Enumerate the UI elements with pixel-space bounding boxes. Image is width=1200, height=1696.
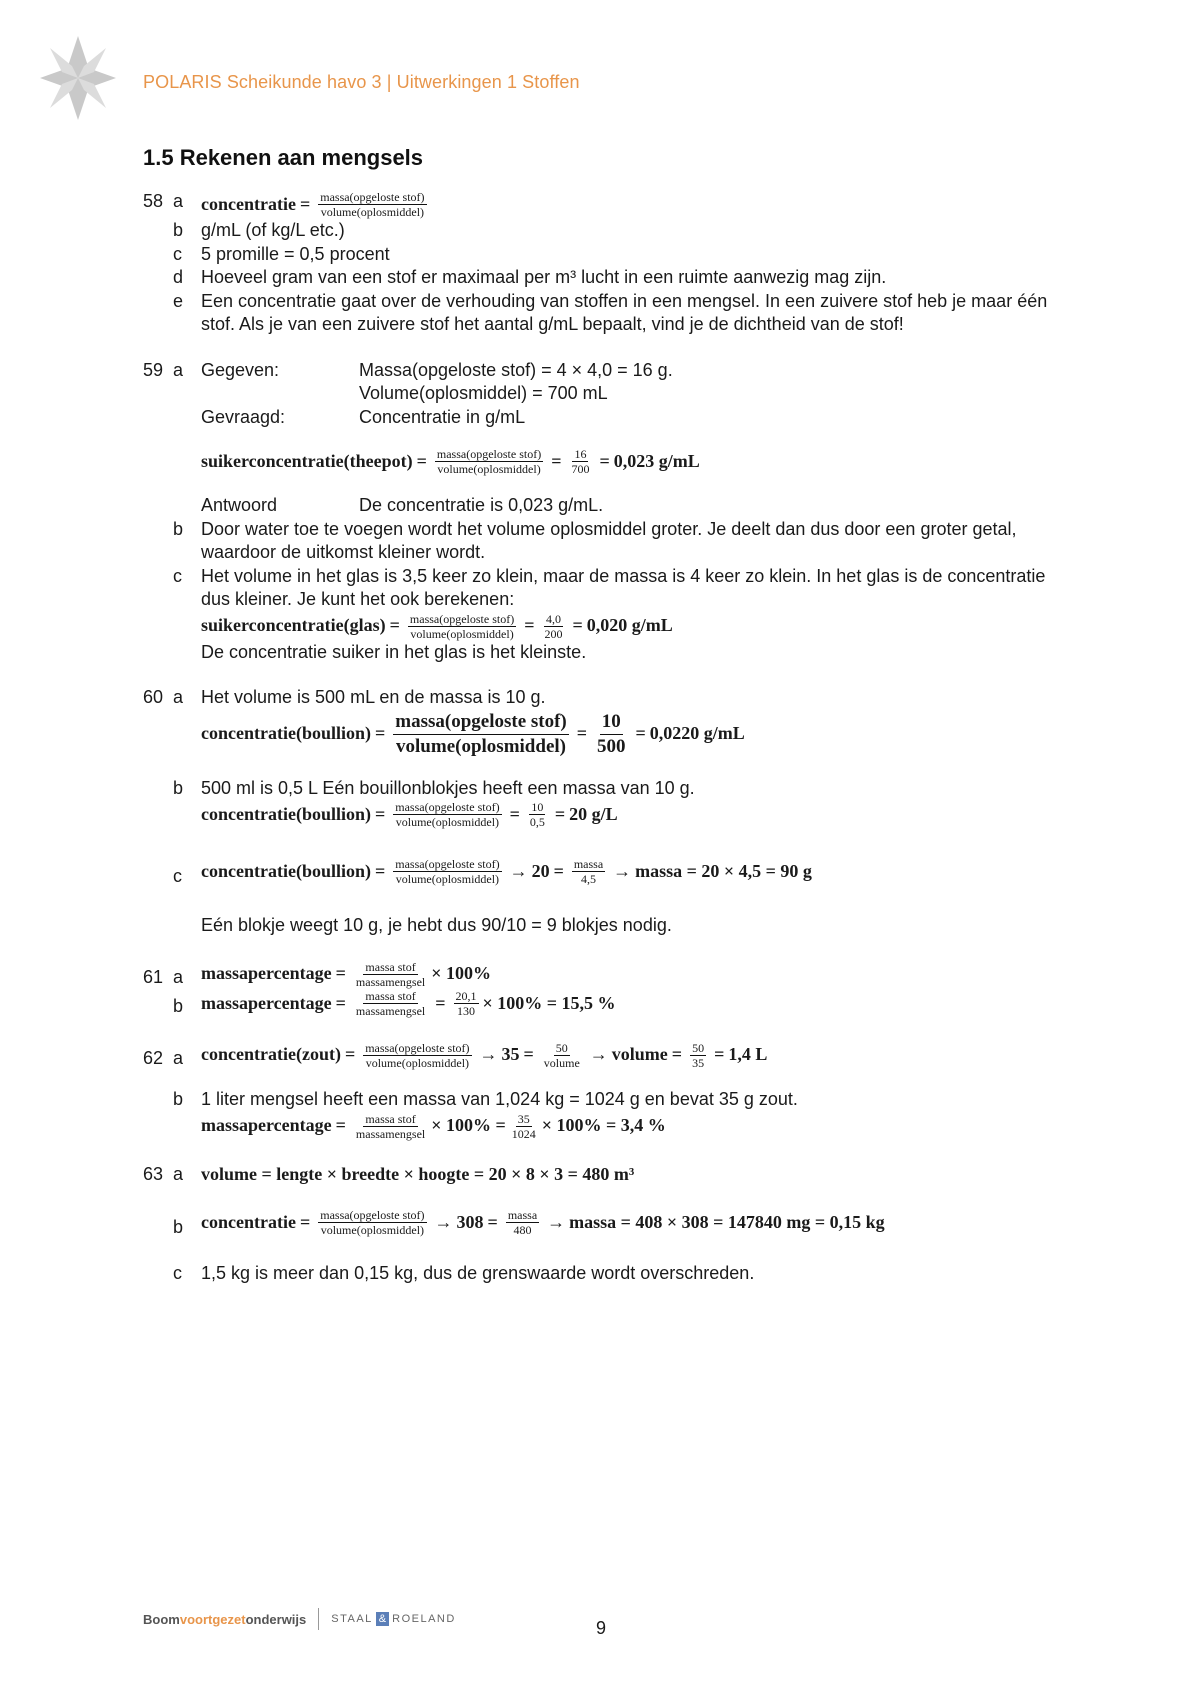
sub-letter: a xyxy=(173,359,184,380)
q58-e xyxy=(143,290,1063,337)
formula-result: 0,0220 g/mL xyxy=(649,723,745,744)
sub-letter: a xyxy=(173,687,184,707)
header-title: POLARIS Scheikunde havo 3 | Uitwerkingen 1 Stoffen xyxy=(143,72,580,92)
formula-eq: = xyxy=(523,1044,534,1065)
formula xyxy=(201,1041,1063,1070)
denominator: 130 xyxy=(457,1004,475,1018)
answer-text: De concentratie suiker in het glas is het kleinste. xyxy=(201,641,587,662)
formula-eq: = xyxy=(599,450,610,471)
formula-eq: = xyxy=(374,860,386,881)
q59-c xyxy=(143,565,1063,665)
q58-c xyxy=(143,243,1063,267)
question-number: 63 xyxy=(143,1163,164,1184)
formula-arrow: → xyxy=(547,1211,566,1232)
numerator: massa(opgeloste stof) xyxy=(409,611,515,626)
gegeven-value: Volume(oplosmiddel) = 700 mL xyxy=(359,383,608,403)
formula-eq: = xyxy=(714,1044,725,1065)
denominator: 35 xyxy=(692,1055,705,1070)
q60-c xyxy=(143,857,1063,938)
formula-eq: = xyxy=(299,1211,311,1232)
formula-eq: = xyxy=(416,450,427,471)
q60-a xyxy=(143,686,1063,759)
formula-term: massapercentage xyxy=(201,963,332,984)
formula-term: concentratie(boullion) xyxy=(201,803,371,824)
denominator: 500 xyxy=(597,735,626,757)
denominator: massamengsel xyxy=(355,974,426,989)
brand-part: Boom xyxy=(143,1611,180,1627)
denominator: volume(oplosmiddel) xyxy=(395,872,500,886)
formula-term: concentratie(boullion) xyxy=(201,860,371,881)
formula-eq: = xyxy=(335,963,346,984)
denominator: massamengsel xyxy=(355,1004,426,1018)
formula xyxy=(201,960,1063,989)
question-number: 62 xyxy=(143,1047,164,1068)
brand-part: onderwijs xyxy=(245,1611,307,1627)
q62-b xyxy=(143,1088,1063,1141)
denominator: massamengsel xyxy=(355,1126,426,1141)
q60-b xyxy=(143,777,1063,830)
formula-eq: = xyxy=(554,803,566,824)
fraction xyxy=(393,857,501,886)
formula-term: concentratie(boullion) xyxy=(201,723,371,744)
formula-term: massapercentage xyxy=(201,1115,332,1136)
footer-brand xyxy=(143,1608,456,1630)
formula xyxy=(201,612,1063,641)
sub-letter: d xyxy=(173,267,184,287)
fraction xyxy=(510,1112,538,1141)
denominator: volume(oplosmiddel) xyxy=(395,815,500,829)
formula-result: massa = 408 × 308 = 147840 mg = 0,15 kg xyxy=(569,1211,885,1232)
fraction xyxy=(354,989,427,1018)
q59-b xyxy=(143,518,1063,565)
denominator: 4,5 xyxy=(580,872,596,886)
publisher-logo xyxy=(331,1612,456,1626)
section-title: 1.5 Rekenen aan mengsels xyxy=(143,145,424,170)
formula-value: 308 xyxy=(456,1211,484,1232)
question-number: 58 xyxy=(143,191,164,211)
denominator: 480 xyxy=(513,1223,532,1237)
numerator: massa xyxy=(507,1208,538,1222)
formula-eq: = xyxy=(487,1211,498,1232)
fraction xyxy=(569,447,591,476)
numerator: massa(opgeloste stof) xyxy=(395,857,500,871)
formula xyxy=(201,800,1063,829)
fraction xyxy=(572,857,605,886)
formula-term: concentratie(zout) xyxy=(201,1044,341,1065)
publisher-amp: & xyxy=(376,1612,389,1626)
numerator: massa(opgeloste stof) xyxy=(395,800,500,814)
answer-text: g/mL (of kg/L etc.) xyxy=(201,220,345,240)
answer-text: Hoeveel gram van een stof er maximaal per m³ lucht in een ruimte aanwezig mag zijn. xyxy=(201,267,887,287)
denominator: volume(oplosmiddel) xyxy=(320,1223,425,1237)
formula-eq: = xyxy=(576,723,588,744)
numerator: massa stof xyxy=(365,1111,416,1126)
formula-eq: = xyxy=(374,723,386,744)
q63-c xyxy=(143,1262,1063,1286)
q63-b xyxy=(143,1208,1063,1240)
numerator: 50 xyxy=(692,1040,705,1055)
numerator: massa(opgeloste stof) xyxy=(365,1040,470,1055)
sub-letter: c xyxy=(173,866,182,886)
sub-letter: e xyxy=(173,290,184,311)
fraction xyxy=(363,1041,471,1070)
formula-arrow: → xyxy=(434,1211,453,1232)
answers-content xyxy=(143,190,1063,1285)
formula-result: × 100% = 15,5 % xyxy=(482,992,616,1013)
numerator: 4,0 xyxy=(545,611,561,626)
fraction xyxy=(506,1208,539,1237)
gevraagd-value: Concentratie in g/mL xyxy=(359,406,526,427)
sub-letter: b xyxy=(173,220,184,240)
fraction xyxy=(542,1041,582,1070)
answer-text: 1 liter mengsel heeft een massa van 1,024 kg = 1024 g en bevat 35 g zout. xyxy=(201,1089,798,1109)
q62-a xyxy=(143,1041,1063,1071)
publisher-part: ROELAND xyxy=(392,1613,456,1625)
formula-tail: × 100% xyxy=(431,963,491,984)
numerator: massa(opgeloste stof) xyxy=(320,190,425,204)
gegeven-label: Gegeven: xyxy=(201,359,280,380)
formula-eq: = xyxy=(389,615,400,636)
formula-eq: = xyxy=(435,992,446,1013)
fraction xyxy=(528,800,547,829)
fraction xyxy=(354,960,427,989)
answer-text: Eén blokje weegt 10 g, je hebt dus 90/10 = 9 blokjes nodig. xyxy=(201,915,672,935)
formula-eq: = xyxy=(344,1044,356,1065)
sub-letter: b xyxy=(173,996,184,1016)
answer-text: Een concentratie gaat over de verhouding van stoffen in een mengsel. In een zuivere stof heb je maar één stof. Als je van een zuivere stof het aantal g/mL bepaalt, vind je de dichtheid van de stof! xyxy=(201,290,1048,334)
formula-value: 20 xyxy=(531,860,550,881)
sub-letter: c xyxy=(173,243,182,264)
denominator: volume xyxy=(543,1055,580,1070)
fraction xyxy=(690,1041,706,1070)
formula-result: 1,4 L xyxy=(728,1044,768,1065)
sub-letter: b xyxy=(173,777,184,798)
denominator: volume(oplosmiddel) xyxy=(320,205,425,219)
q58-b xyxy=(143,219,1063,243)
formula-result: 0,020 g/mL xyxy=(586,615,673,636)
formula xyxy=(201,1112,1063,1141)
antwoord-label: Antwoord xyxy=(201,495,278,515)
formula-eq: = xyxy=(671,1044,683,1065)
sub-letter: a xyxy=(173,1163,184,1184)
publisher-part: STAAL xyxy=(331,1613,373,1625)
numerator: 20,1 xyxy=(455,989,477,1003)
fraction xyxy=(408,612,516,641)
brand-part: voortgezet xyxy=(179,1611,246,1627)
fraction xyxy=(435,447,543,476)
formula-term: volume xyxy=(611,1044,668,1065)
formula-tail: × 100% = xyxy=(431,1115,506,1136)
formula-eq: = xyxy=(551,450,562,471)
formula-eq: = xyxy=(299,193,311,214)
formula-eq: = xyxy=(509,803,520,824)
numerator: 16 xyxy=(574,447,587,461)
answer-text: 5 promille = 0,5 procent xyxy=(201,243,390,264)
answer-text: Het volume is 500 mL en de massa is 10 g. xyxy=(201,687,546,707)
answer-text: 1,5 kg is meer dan 0,15 kg, dus de grenswaarde wordt overschreden. xyxy=(201,1262,755,1283)
sub-letter: a xyxy=(173,191,184,211)
q61-b xyxy=(143,989,1063,1019)
formula-eq: = xyxy=(553,860,564,881)
answer-text: Het volume in het glas is 3,5 keer zo klein, maar de massa is 4 keer zo klein. In het glas is de concentratie dus kleiner. Je kunt het ook berekenen: xyxy=(201,565,1046,609)
formula-term: concentratie xyxy=(201,193,296,214)
formula-result: 20 g/L xyxy=(569,803,618,824)
formula-term: suikerconcentratie(theepot) xyxy=(201,450,413,471)
denominator: volume(oplosmiddel) xyxy=(410,626,514,641)
formula-eq: = xyxy=(524,615,535,636)
antwoord-value: De concentratie is 0,023 g/mL. xyxy=(359,495,604,515)
denominator: volume(oplosmiddel) xyxy=(365,1055,470,1070)
denominator: 700 xyxy=(571,462,590,476)
formula xyxy=(201,447,1063,476)
divider xyxy=(318,1608,319,1630)
formula-result: × 100% = 3,4 % xyxy=(541,1115,666,1136)
sub-letter: b xyxy=(173,518,184,539)
formula xyxy=(201,190,1063,219)
polaris-logo xyxy=(38,32,118,124)
formula xyxy=(201,989,1063,1018)
numerator: massa xyxy=(573,857,604,871)
numerator: 10 xyxy=(600,710,623,735)
answer-text: 500 ml is 0,5 L Eén bouillonblokjes heeft een massa van 10 g. xyxy=(201,777,695,798)
sub-letter: b xyxy=(173,1217,184,1237)
formula-term: suikerconcentratie(glas) xyxy=(201,615,386,636)
formula xyxy=(201,1208,1063,1237)
question-number: 61 xyxy=(143,966,164,987)
formula-eq: = xyxy=(374,803,386,824)
formula-term: massapercentage xyxy=(201,992,332,1013)
answer-text: Door water toe te voegen wordt het volume oplosmiddel groter. Je deelt dan dus door een groter getal, waardoor de uitkomst kleiner wordt. xyxy=(201,518,1017,562)
q59-a xyxy=(143,359,1063,518)
question-number: 59 xyxy=(143,359,164,380)
denominator: 200 xyxy=(544,626,563,641)
formula-arrow: → xyxy=(589,1044,608,1065)
q58-a xyxy=(143,190,1063,219)
formula xyxy=(201,857,1063,886)
q63-a xyxy=(143,1163,1063,1187)
numerator: 10 xyxy=(531,800,544,814)
fraction xyxy=(595,710,628,759)
gegeven-value: Massa(opgeloste stof) = 4 × 4,0 = 16 g. xyxy=(359,359,673,380)
formula-eq: = xyxy=(635,723,646,744)
q61-a xyxy=(143,960,1063,990)
formula-result: volume = lengte × breedte × hoogte = 20 × 8 × 3 = 480 m³ xyxy=(201,1163,635,1184)
sub-letter: c xyxy=(173,565,182,586)
formula xyxy=(201,1163,1063,1187)
denominator: volume(oplosmiddel) xyxy=(437,462,541,476)
sub-letter: a xyxy=(173,966,184,987)
fraction xyxy=(454,989,479,1018)
numerator: 35 xyxy=(517,1111,530,1126)
numerator: massa stof xyxy=(365,989,416,1003)
fraction xyxy=(393,800,501,829)
sub-letter: b xyxy=(173,1089,184,1109)
question-number: 60 xyxy=(143,687,164,707)
formula-term: concentratie xyxy=(201,1211,296,1232)
formula-arrow: → xyxy=(479,1044,498,1065)
gevraagd-label: Gevraagd: xyxy=(201,406,286,427)
fraction xyxy=(542,612,564,641)
q58-d xyxy=(143,266,1063,290)
formula-result: 0,023 g/mL xyxy=(613,450,700,471)
fraction xyxy=(318,190,426,219)
page-number: 9 xyxy=(596,1618,607,1638)
formula-eq: = xyxy=(572,615,583,636)
formula xyxy=(201,710,1063,759)
formula-eq: = xyxy=(335,992,346,1013)
formula-eq: = xyxy=(335,1115,346,1136)
denominator: volume(oplosmiddel) xyxy=(396,735,566,757)
fraction xyxy=(318,1208,426,1237)
numerator: 50 xyxy=(555,1040,568,1055)
formula-result: massa = 20 × 4,5 = 90 g xyxy=(635,860,812,881)
denominator: 0,5 xyxy=(529,815,545,829)
fraction xyxy=(393,710,569,759)
numerator: massa(opgeloste stof) xyxy=(393,710,569,735)
formula-arrow: → xyxy=(613,860,632,881)
numerator: massa stof xyxy=(365,959,416,974)
fraction xyxy=(354,1112,427,1141)
numerator: massa(opgeloste stof) xyxy=(320,1208,425,1222)
formula-value: 35 xyxy=(501,1044,520,1065)
numerator: massa(opgeloste stof) xyxy=(436,447,542,461)
sub-letter: c xyxy=(173,1262,182,1283)
denominator: 1024 xyxy=(511,1126,536,1141)
sub-letter: a xyxy=(173,1047,184,1068)
formula-arrow: → xyxy=(509,860,528,881)
